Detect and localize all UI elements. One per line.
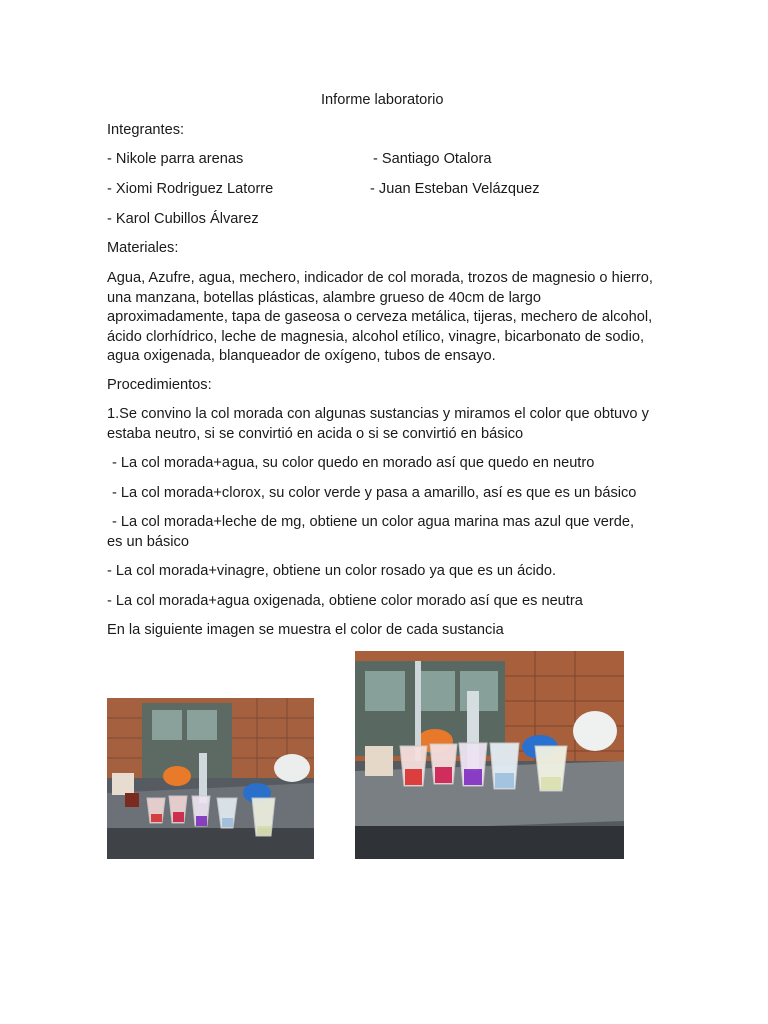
result-item: - La col morada+agua, su color quedo en morado así que quedo en neutro bbox=[112, 455, 595, 471]
member-item: - Nikole parra arenas bbox=[107, 151, 244, 167]
member-item: - Santiago Otalora bbox=[373, 151, 492, 167]
result-item: - La col morada+clorox, su color verde y pasa a amarillo, así es que es un básico bbox=[112, 485, 637, 501]
images-caption: En la siguiente imagen se muestra el color de cada sustancia bbox=[107, 622, 504, 638]
member-item: - Karol Cubillos Álvarez bbox=[107, 211, 259, 227]
materials-heading: Materiales: bbox=[107, 240, 179, 256]
result-item: - La col morada+agua oxigenada, obtiene color morado así que es neutra bbox=[107, 593, 583, 609]
result-item: - La col morada+vinagre, obtiene un color rosado ya que es un ácido. bbox=[107, 563, 557, 579]
member-item: - Juan Esteban Velázquez bbox=[370, 181, 540, 197]
materials-paragraph: Agua, Azufre, agua, mechero, indicador de col morada, trozos de magnesio o hierro, una manzana, botellas plásticas, alambre grueso de 40cm de largo aproximadamente, tapa de gaseosa o cerveza metálica, tijeras, mechero de alcohol, ácido clorhídrico, leche de magnesia, alcohol etílico, vinagre, bicarbonato de sodio, agua oxigenada, blanqueador de oxígeno, tubos de ensayo. bbox=[107, 270, 653, 364]
step1-paragraph: 1.Se convino la col morada con algunas sustancias y miramos el color que obtuvo y estaba neutro, si se convirtió en acida o si se convirtió en básico bbox=[107, 406, 649, 442]
members-heading: Integrantes: bbox=[107, 122, 185, 138]
result-item: - La col morada+leche de mg, obtiene un color agua marina mas azul que verde, es un básico bbox=[107, 514, 635, 550]
lab-photo-left bbox=[107, 698, 314, 859]
procedures-heading: Procedimientos: bbox=[107, 377, 212, 393]
document-title: Informe laboratorio bbox=[321, 92, 444, 108]
member-item: - Xiomi Rodriguez Latorre bbox=[107, 181, 274, 197]
lab-photo-right bbox=[355, 651, 624, 859]
